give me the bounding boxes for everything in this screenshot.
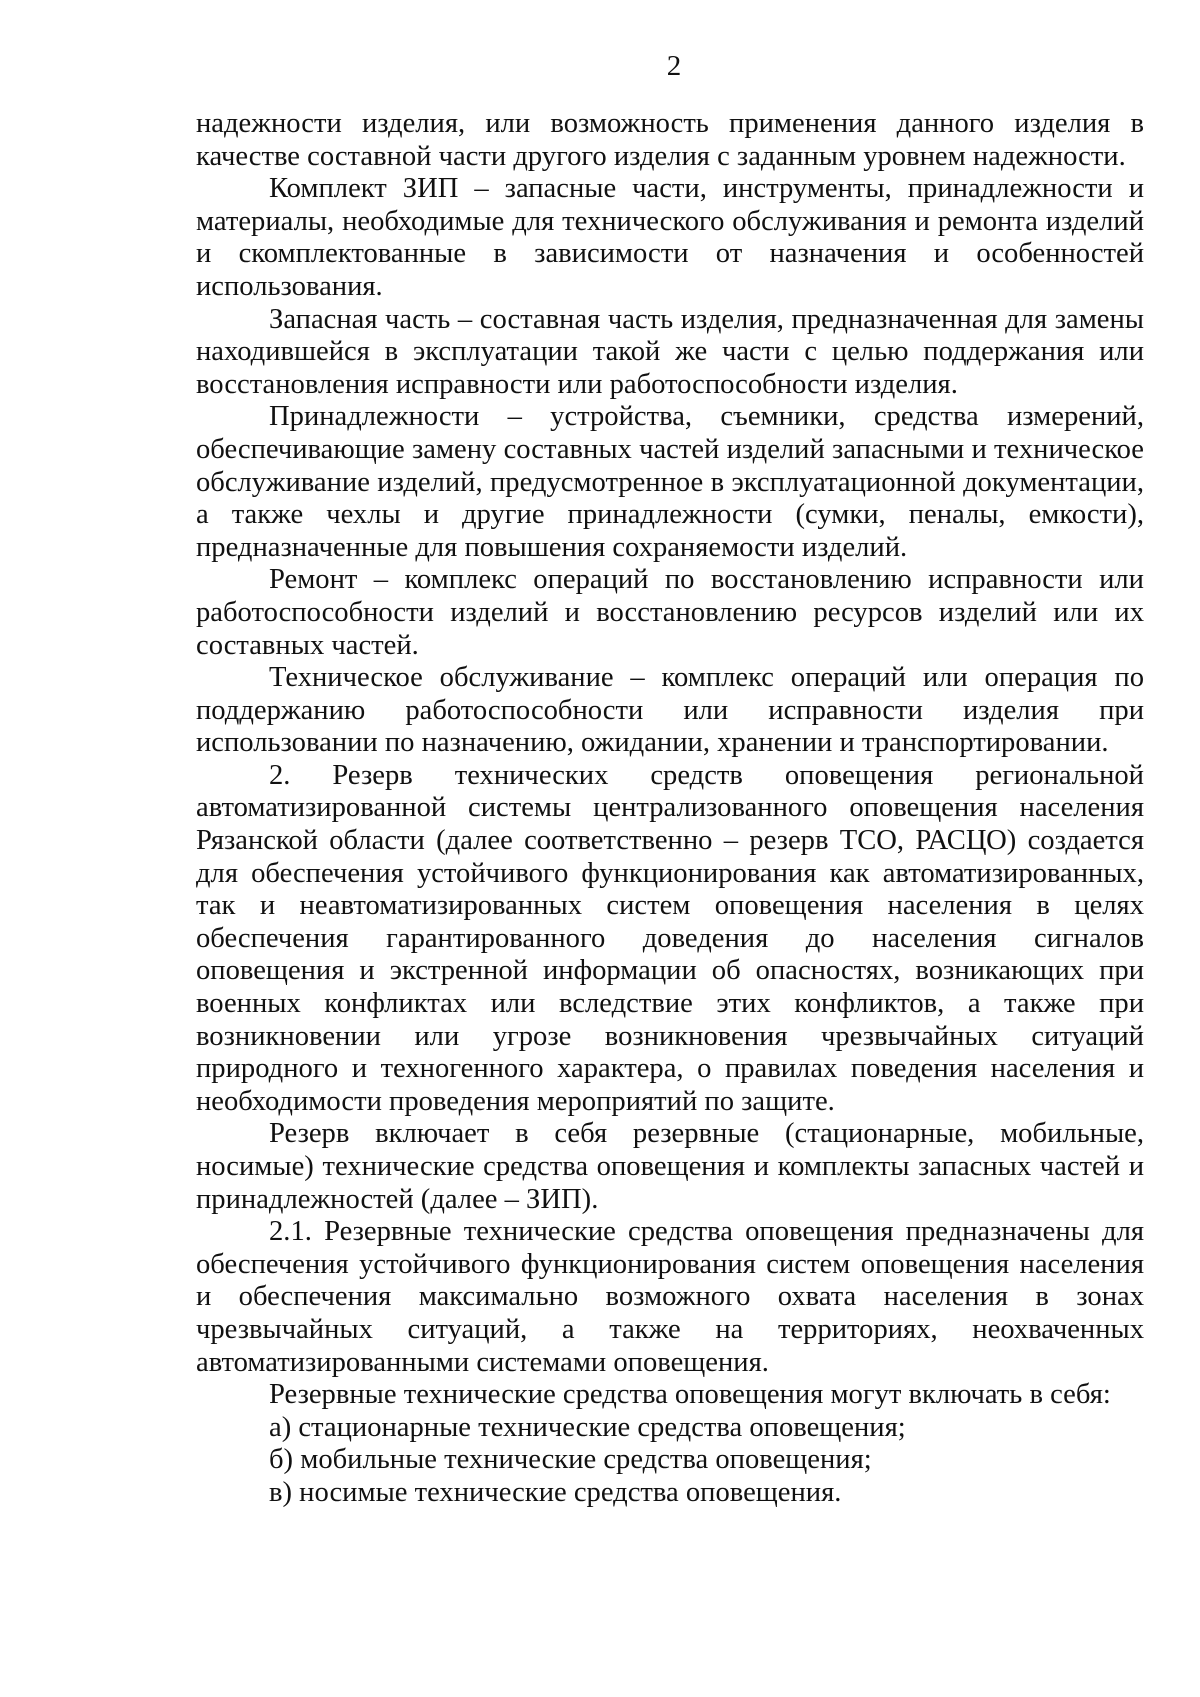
document-body xyxy=(196,108,1144,1510)
paragraph-accessories-definition: Принадлежности – устройства, съемники, средства измерений, обеспечивающие замену составных частей изделий запасными и техническое обслуживание изделий, предусмотренное в эксплуатационной документации, а также чехлы и другие принадлежности (сумки, пеналы, емкости), предназначенные для повышения сохраняемости изделий. xyxy=(196,401,1144,563)
paragraph-spare-part-definition: Запасная часть – составная часть изделия, предназначенная для замены находившейся в эксплуатации такой же части с целью поддержания или восстановления исправности или работоспособности изделия. xyxy=(196,303,1144,400)
paragraph-section-2-1: 2.1. Резервные технические средства оповещения предназначены для обеспечения устойчивого функционирования систем оповещения населения и обеспечения максимально возможного охвата населения в зонах чрезвычайных ситуаций, а также на территориях, неохваченных автоматизированными системами оповещения. xyxy=(196,1216,1144,1378)
paragraph-section-2: 2. Резерв технических средств оповещения региональной автоматизированной системы централизованного оповещения населения Рязанской области (далее соответственно – резерв ТСО, РАСЦО) создается для обеспечения устойчивого функционирования как автоматизированных, так и неавтоматизированных систем оповещения населения в целях обеспечения гарантированного доведения до населения сигналов оповещения и экстренной информации об опасностях, возникающих при военных конфликтах или вследствие этих конфликтов, а также при возникновении или угрозе возникновения чрезвычайных ситуаций природного и техногенного характера, о правилах поведения населения и необходимости проведения мероприятий по защите. xyxy=(196,759,1144,1117)
list-item-mobile: б) мобильные технические средства оповещения; xyxy=(269,1444,872,1476)
paragraph-reliability-continuation: надежности изделия, или возможность применения данного изделия в качестве составной части другого изделия с заданным уровнем надежности. xyxy=(196,108,1144,172)
page-number: 2 xyxy=(666,50,682,82)
paragraph-zip-kit-definition: Комплект ЗИП – запасные части, инструменты, принадлежности и материалы, необходимые для технического обслуживания и ремонта изделий и скомплектованные в зависимости от назначения и особенностей использования. xyxy=(196,173,1144,302)
list-item-stationary: а) стационарные технические средства оповещения; xyxy=(269,1411,906,1443)
paragraph-maintenance-definition: Техническое обслуживание – комплекс операций или операция по поддержанию работоспособности или исправности изделия при использовании по назначению, ожидании, хранении и транспортировании. xyxy=(196,662,1144,759)
paragraph-list-intro: Резервные технические средства оповещения могут включать в себя: xyxy=(269,1379,1111,1411)
paragraph-repair-definition: Ремонт – комплекс операций по восстановлению исправности или работоспособности изделий и восстановлению ресурсов изделий или их составных частей. xyxy=(196,564,1144,661)
paragraph-reserve-contents: Резерв включает в себя резервные (стационарные, мобильные, носимые) технические средства оповещения и комплекты запасных частей и принадлежностей (далее – ЗИП). xyxy=(196,1118,1144,1215)
list-item-portable: в) носимые технические средства оповещения. xyxy=(269,1476,842,1508)
